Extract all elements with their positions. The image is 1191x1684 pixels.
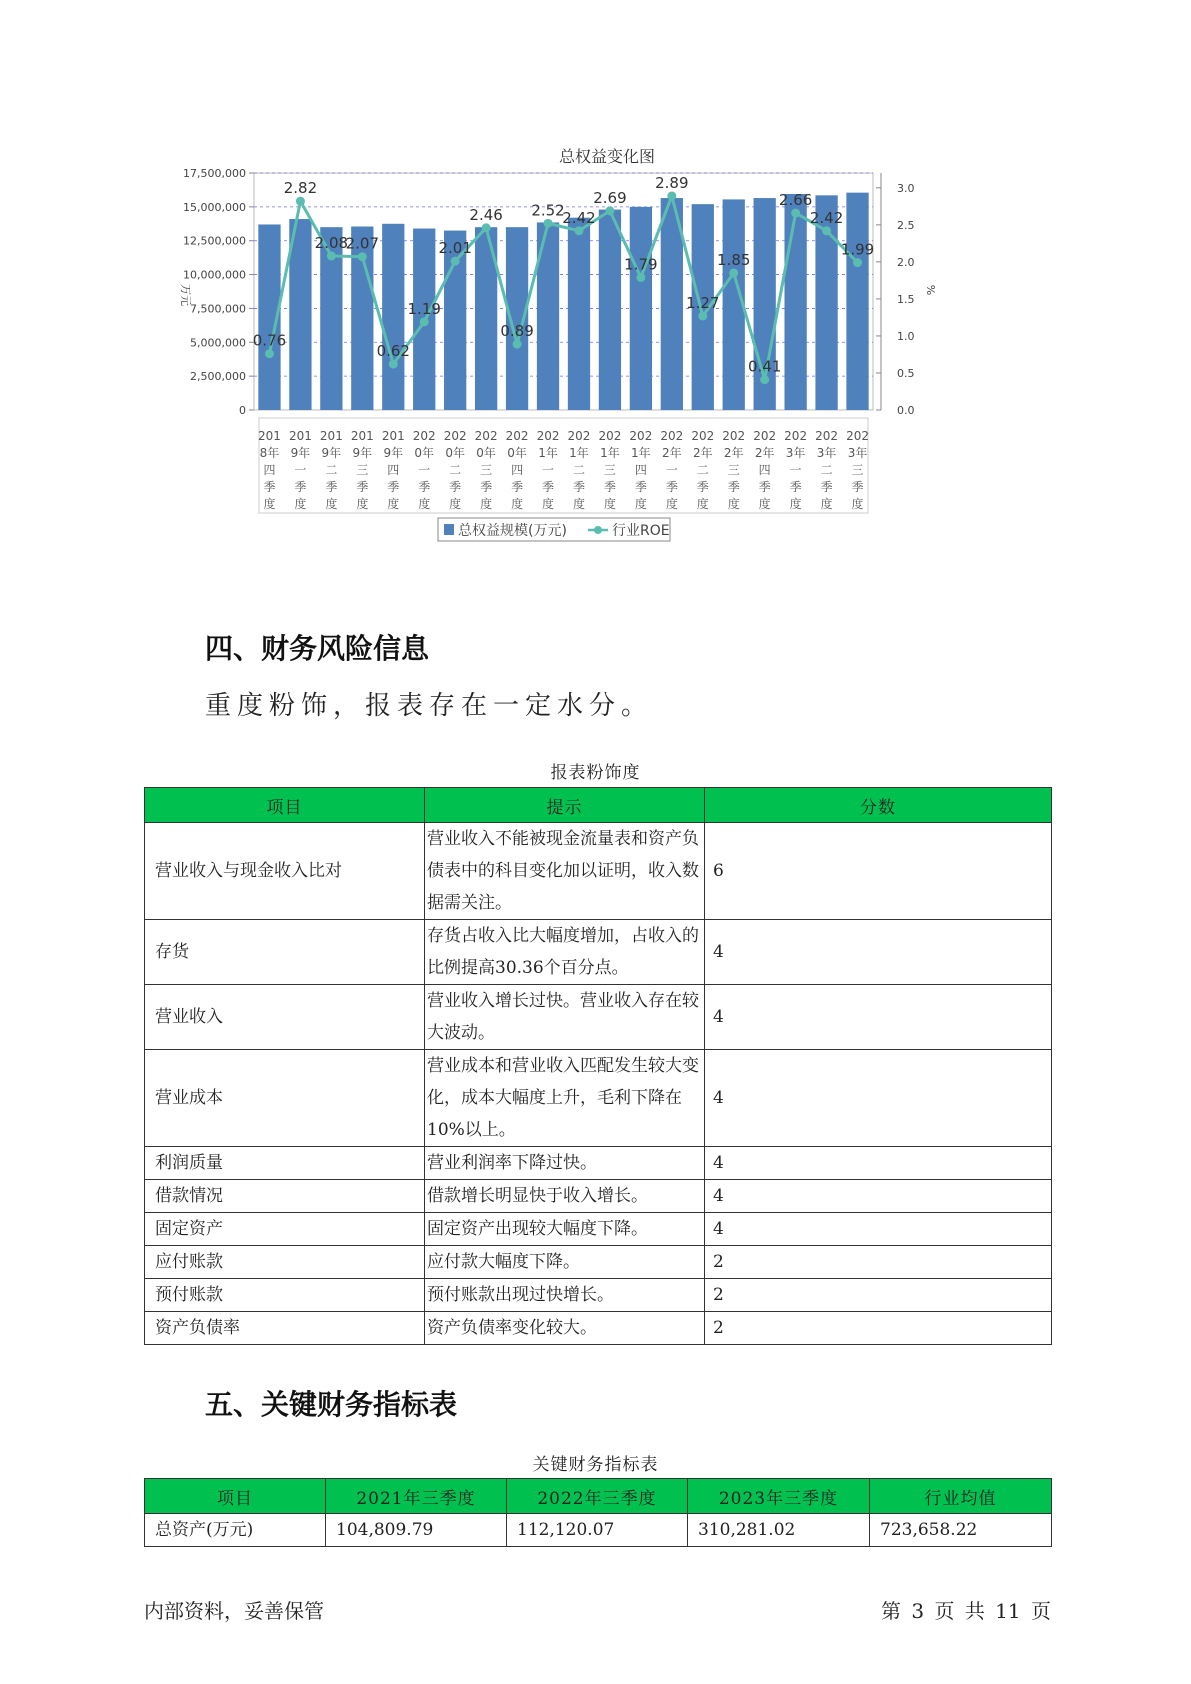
row-hint: 营业收入增长过快。营业收入存在较大波动。 — [425, 985, 705, 1050]
table-row — [145, 823, 1052, 920]
x-tick-label: 202 2年一季度 — [660, 429, 684, 511]
row-hint: 营业收入不能被现金流量表和资产负债表中的科目变化加以证明，收入数据需关注。 — [425, 823, 705, 920]
row-score: 4 — [705, 1213, 1052, 1246]
x-tick-label: 202 2年四季度 — [753, 429, 777, 511]
roe-point — [327, 251, 336, 260]
row-value-2023q3: 310,281.02 — [688, 1514, 870, 1547]
x-tick-label: 201 9年四季度 — [381, 429, 405, 511]
roe-data-label: 2.42 — [562, 208, 596, 227]
y2-tick-label: 0.5 — [897, 366, 915, 380]
y2-tick-label: 2.0 — [897, 255, 915, 269]
roe-point — [791, 208, 800, 217]
roe-point — [605, 206, 614, 215]
legend-line-marker — [594, 526, 602, 534]
key-table-caption: 关键财务指标表 — [532, 1455, 659, 1475]
x-tick-label: 202 2年二季度 — [691, 429, 715, 511]
right-axis-ticks — [876, 173, 915, 417]
roe-data-label: 2.08 — [314, 233, 349, 252]
roe-data-label: 1.99 — [840, 240, 875, 259]
roe-point — [296, 197, 305, 206]
y-axis-label: 万元 — [179, 284, 192, 306]
row-item: 应付账款 — [145, 1246, 425, 1279]
row-hint: 营业利润率下降过快。 — [425, 1147, 705, 1180]
row-score: 4 — [705, 985, 1052, 1050]
y-tick-label: 12,500,000 — [183, 234, 246, 248]
row-value-industry-avg: 723,658.22 — [870, 1514, 1052, 1547]
roe-point — [729, 268, 738, 277]
row-score: 2 — [705, 1246, 1052, 1279]
x-tick-label: 201 9年一季度 — [288, 429, 312, 511]
table-row — [145, 1180, 1052, 1213]
x-tick-label: 202 1年一季度 — [536, 429, 560, 511]
table-row — [145, 1312, 1052, 1345]
roe-data-label: 2.89 — [655, 173, 689, 192]
risk-table-header-row — [145, 788, 1052, 823]
x-tick-label: 202 0年三季度 — [474, 429, 498, 511]
roe-data-label: 0.62 — [376, 342, 410, 361]
row-item: 资产负债率 — [145, 1312, 425, 1345]
footer-confidential-note: 内部资料，妥善保管 — [144, 1599, 324, 1623]
roe-point — [513, 340, 522, 349]
y2-tick-label: 1.0 — [897, 329, 915, 343]
header-industry-avg: 行业均值 — [870, 1479, 1052, 1514]
y2-tick-label: 2.5 — [897, 218, 915, 232]
roe-data-label: 2.42 — [809, 208, 844, 227]
x-tick-label: 202 3年一季度 — [784, 429, 808, 511]
x-axis-labels — [258, 418, 869, 513]
row-hint: 借款增长明显快于收入增长。 — [425, 1180, 705, 1213]
bar — [568, 218, 590, 410]
roe-point — [451, 257, 460, 266]
roe-point — [760, 375, 769, 384]
row-hint: 固定资产出现较大幅度下降。 — [425, 1213, 705, 1246]
header-item: 项目 — [145, 788, 425, 823]
roe-data-label: 2.07 — [345, 234, 380, 253]
roe-point — [420, 317, 429, 326]
row-value-2022q3: 112,120.07 — [507, 1514, 688, 1547]
table-row — [145, 1147, 1052, 1180]
roe-point — [574, 226, 583, 235]
roe-data-label: 1.79 — [624, 255, 658, 274]
row-hint: 应付款大幅度下降。 — [425, 1246, 705, 1279]
key-indicator-table — [144, 1478, 1052, 1547]
row-hint: 存货占收入比大幅度增加，占收入的比例提高30.36个百分点。 — [425, 920, 705, 985]
table-row — [145, 1246, 1052, 1279]
bar — [382, 224, 404, 410]
x-tick-label: 202 0年一季度 — [412, 429, 436, 511]
roe-point — [822, 226, 831, 235]
roe-data-label: 1.19 — [407, 299, 441, 318]
row-score: 4 — [705, 1147, 1052, 1180]
header-hint: 提示 — [425, 788, 705, 823]
x-tick-label: 201 9年三季度 — [350, 429, 374, 511]
row-score: 4 — [705, 1050, 1052, 1147]
row-item: 营业成本 — [145, 1050, 425, 1147]
y-tick-label: 15,000,000 — [183, 200, 246, 214]
roe-point — [698, 311, 707, 320]
x-tick-label: 202 3年三季度 — [846, 429, 869, 511]
x-tick-label: 201 9年二季度 — [319, 429, 343, 511]
roe-data-label: 0.76 — [252, 331, 287, 350]
row-score: 2 — [705, 1279, 1052, 1312]
bar — [784, 194, 806, 410]
bar — [630, 207, 652, 410]
y2-tick-label: 3.0 — [897, 181, 915, 195]
key-table-header-row — [145, 1479, 1052, 1514]
row-value-2021q3: 104,809.79 — [326, 1514, 507, 1547]
header-2023q3: 2023年三季度 — [688, 1479, 870, 1514]
row-item: 总资产(万元) — [145, 1514, 326, 1547]
table-row — [145, 985, 1052, 1050]
roe-data-label: 1.85 — [717, 250, 751, 269]
roe-point — [389, 360, 398, 369]
legend-bar-swatch — [444, 524, 454, 535]
section-title-financial-risk: 四、财务风险信息 — [205, 632, 430, 665]
y-tick-label: 5,000,000 — [190, 336, 246, 350]
x-tick-label: 202 1年四季度 — [629, 429, 653, 511]
roe-data-label: 2.01 — [438, 239, 472, 258]
row-item: 利润质量 — [145, 1147, 425, 1180]
header-score: 分数 — [705, 788, 1052, 823]
roe-data-label: 0.89 — [500, 322, 534, 341]
row-score: 2 — [705, 1312, 1052, 1345]
bar — [599, 210, 621, 410]
roe-point — [358, 252, 367, 261]
bar — [846, 193, 868, 410]
table-row — [145, 1050, 1052, 1147]
chart-legend — [438, 518, 670, 541]
y2-tick-label: 1.5 — [897, 292, 915, 306]
risk-table — [144, 787, 1052, 1345]
left-axis-ticks — [183, 167, 254, 417]
row-item: 固定资产 — [145, 1213, 425, 1246]
roe-point — [482, 223, 491, 232]
legend-bar-label: 总权益规模(万元) — [458, 523, 567, 539]
x-tick-label: 202 3年二季度 — [815, 429, 839, 511]
roe-point — [265, 349, 274, 358]
roe-data-label: 2.82 — [283, 179, 318, 198]
roe-data-label: 1.27 — [686, 293, 720, 312]
row-item: 预付账款 — [145, 1279, 425, 1312]
chart-title: 总权益变化图 — [558, 147, 656, 166]
header-item: 项目 — [145, 1479, 326, 1514]
section-title-key-indicators: 五、关键财务指标表 — [205, 1388, 458, 1421]
y2-tick-label: 0.0 — [897, 404, 915, 417]
roe-data-label: 2.52 — [531, 201, 565, 220]
legend-line-label: 行业ROE — [612, 523, 670, 539]
row-item: 营业收入与现金收入比对 — [145, 823, 425, 920]
equity-change-chart — [160, 140, 1060, 590]
row-score: 4 — [705, 920, 1052, 985]
bar — [289, 219, 311, 410]
y-tick-label: 17,500,000 — [183, 167, 246, 180]
y-tick-label: 2,500,000 — [190, 370, 246, 384]
row-hint: 预付账款出现过快增长。 — [425, 1279, 705, 1312]
x-tick-label: 202 1年二季度 — [567, 429, 591, 511]
table-row — [145, 920, 1052, 985]
footer-page-number: 第 3 页 共 11 页 — [881, 1599, 1051, 1623]
y-tick-label: 7,500,000 — [190, 302, 246, 316]
roe-data-label: 2.46 — [469, 205, 503, 224]
y-tick-label: 0 — [239, 404, 246, 417]
line-series — [253, 174, 874, 384]
header-2022q3: 2022年三季度 — [507, 1479, 688, 1514]
roe-data-label: 2.66 — [778, 190, 813, 209]
x-tick-label: 202 1年三季度 — [598, 429, 622, 511]
x-tick-label: 202 0年四季度 — [505, 429, 529, 511]
table-row — [145, 1514, 1052, 1547]
x-tick-label: 202 0年二季度 — [443, 429, 467, 511]
header-2021q3: 2021年三季度 — [326, 1479, 507, 1514]
y-tick-label: 10,000,000 — [183, 268, 246, 282]
y2-axis-label: % — [924, 284, 937, 296]
row-item: 借款情况 — [145, 1180, 425, 1213]
roe-point — [853, 258, 862, 267]
table-row — [145, 1279, 1052, 1312]
row-item: 营业收入 — [145, 985, 425, 1050]
risk-table-caption: 报表粉饰度 — [550, 763, 641, 783]
row-score: 6 — [705, 823, 1052, 920]
row-item: 存货 — [145, 920, 425, 985]
x-tick-label: 202 2年三季度 — [722, 429, 746, 511]
roe-data-label: 2.69 — [593, 188, 627, 207]
roe-point — [636, 273, 645, 282]
row-hint: 营业成本和营业收入匹配发生较大变化，成本大幅度上升，毛利下降在10%以上。 — [425, 1050, 705, 1147]
x-tick-label: 201 8年四季度 — [258, 429, 281, 511]
roe-point — [544, 219, 553, 228]
table-row — [145, 1213, 1052, 1246]
row-hint: 资产负债率变化较大。 — [425, 1312, 705, 1345]
risk-summary: 重度粉饰，报表存在一定水分。 — [205, 691, 654, 721]
roe-data-label: 0.41 — [747, 357, 782, 376]
row-score: 4 — [705, 1180, 1052, 1213]
roe-point — [667, 191, 676, 200]
